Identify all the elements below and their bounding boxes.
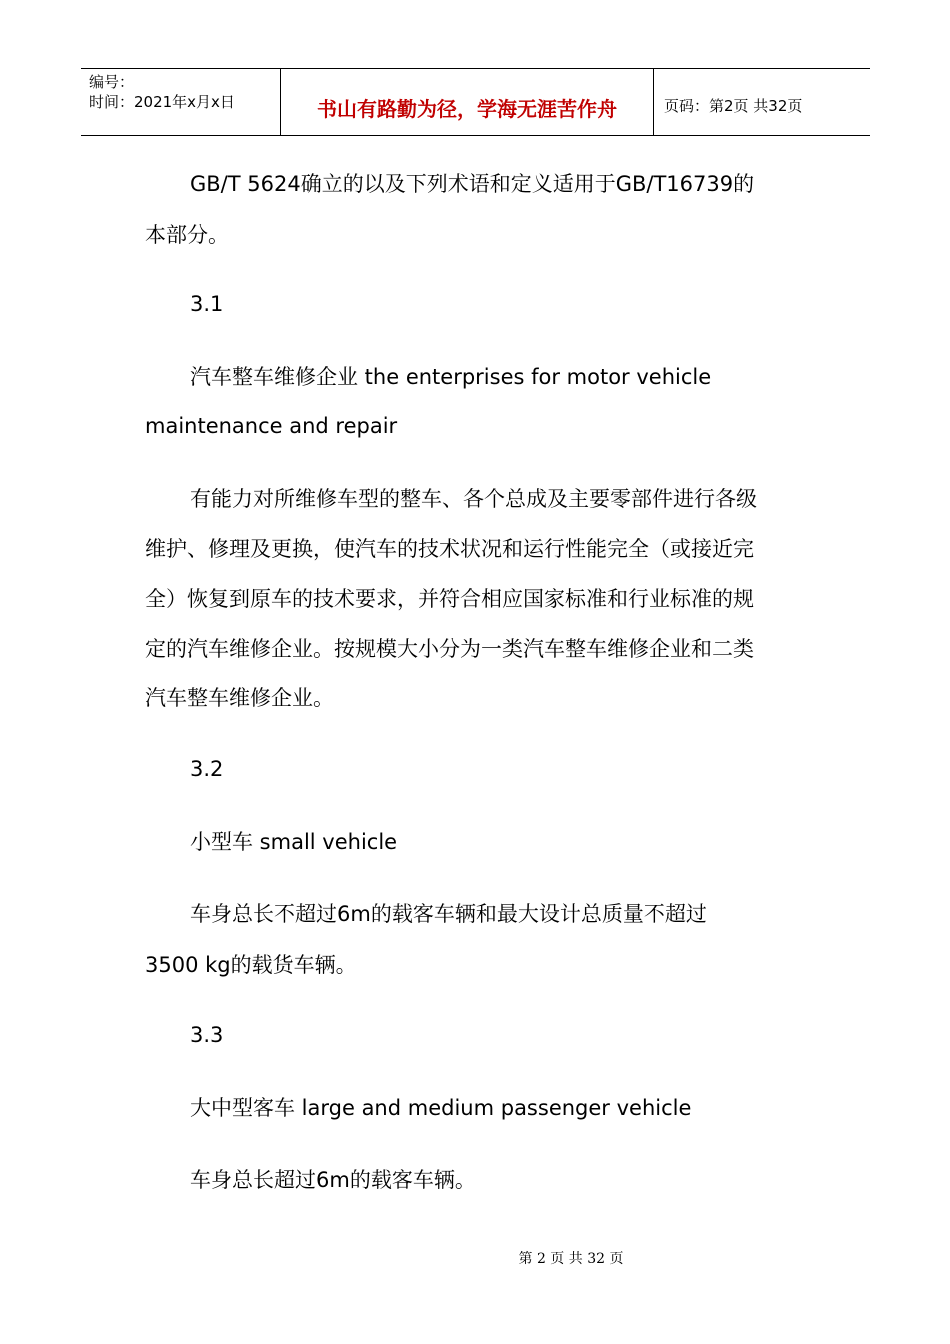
definition-3-3-line: 车身总长超过6m的载客车辆。 (190, 1168, 476, 1192)
section-3-3-label: 3.3 (190, 1023, 224, 1047)
document-date: 时间：2021年x月x日 (89, 93, 235, 111)
term-3-1-line-2: maintenance and repair (145, 414, 398, 438)
header-middle-cell (281, 69, 654, 135)
document-header (81, 68, 870, 136)
definition-3-1-line-1: 有能力对所维修车型的整车、各个总成及主要零部件进行各级 (190, 487, 757, 511)
header-left-cell (81, 69, 281, 135)
term-3-2-line: 小型车 small vehicle (190, 830, 398, 854)
term-3-1-line-1: 汽车整车维修企业 the enterprises for motor vehicle (190, 365, 712, 389)
definition-3-1-line-2: 维护、修理及更换，使汽车的技术状况和运行性能完全（或接近完 (145, 537, 754, 561)
document-code-label: 编号： (89, 73, 135, 91)
definition-3-1-line-4: 定的汽车维修企业。按规模大小分为一类汽车整车维修企业和二类 (145, 637, 754, 661)
header-motto: 书山有路勤为径，学海无涯苦作舟 (317, 97, 617, 121)
term-3-3-line: 大中型客车 large and medium passenger vehicle (190, 1096, 692, 1120)
definition-3-2-line-1: 车身总长不超过6m的载客车辆和最大设计总质量不超过 (190, 902, 707, 926)
page-footer: 第 2 页 共 32 页 (518, 1251, 624, 1267)
intro-line-2: 本部分。 (145, 223, 229, 247)
header-right-cell (654, 69, 870, 135)
header-page-code: 页码：第2页 共32页 (664, 97, 803, 115)
definition-3-1-line-5: 汽车整车维修企业。 (145, 686, 334, 710)
section-3-2-label: 3.2 (190, 757, 224, 781)
intro-line-1: GB/T 5624确立的以及下列术语和定义适用于GB/T16739的 (190, 172, 755, 196)
section-3-1-label: 3.1 (190, 292, 224, 316)
definition-3-1-line-3: 全）恢复到原车的技术要求，并符合相应国家标准和行业标准的规 (145, 587, 754, 611)
definition-3-2-line-2: 3500 kg的载货车辆。 (145, 953, 357, 977)
